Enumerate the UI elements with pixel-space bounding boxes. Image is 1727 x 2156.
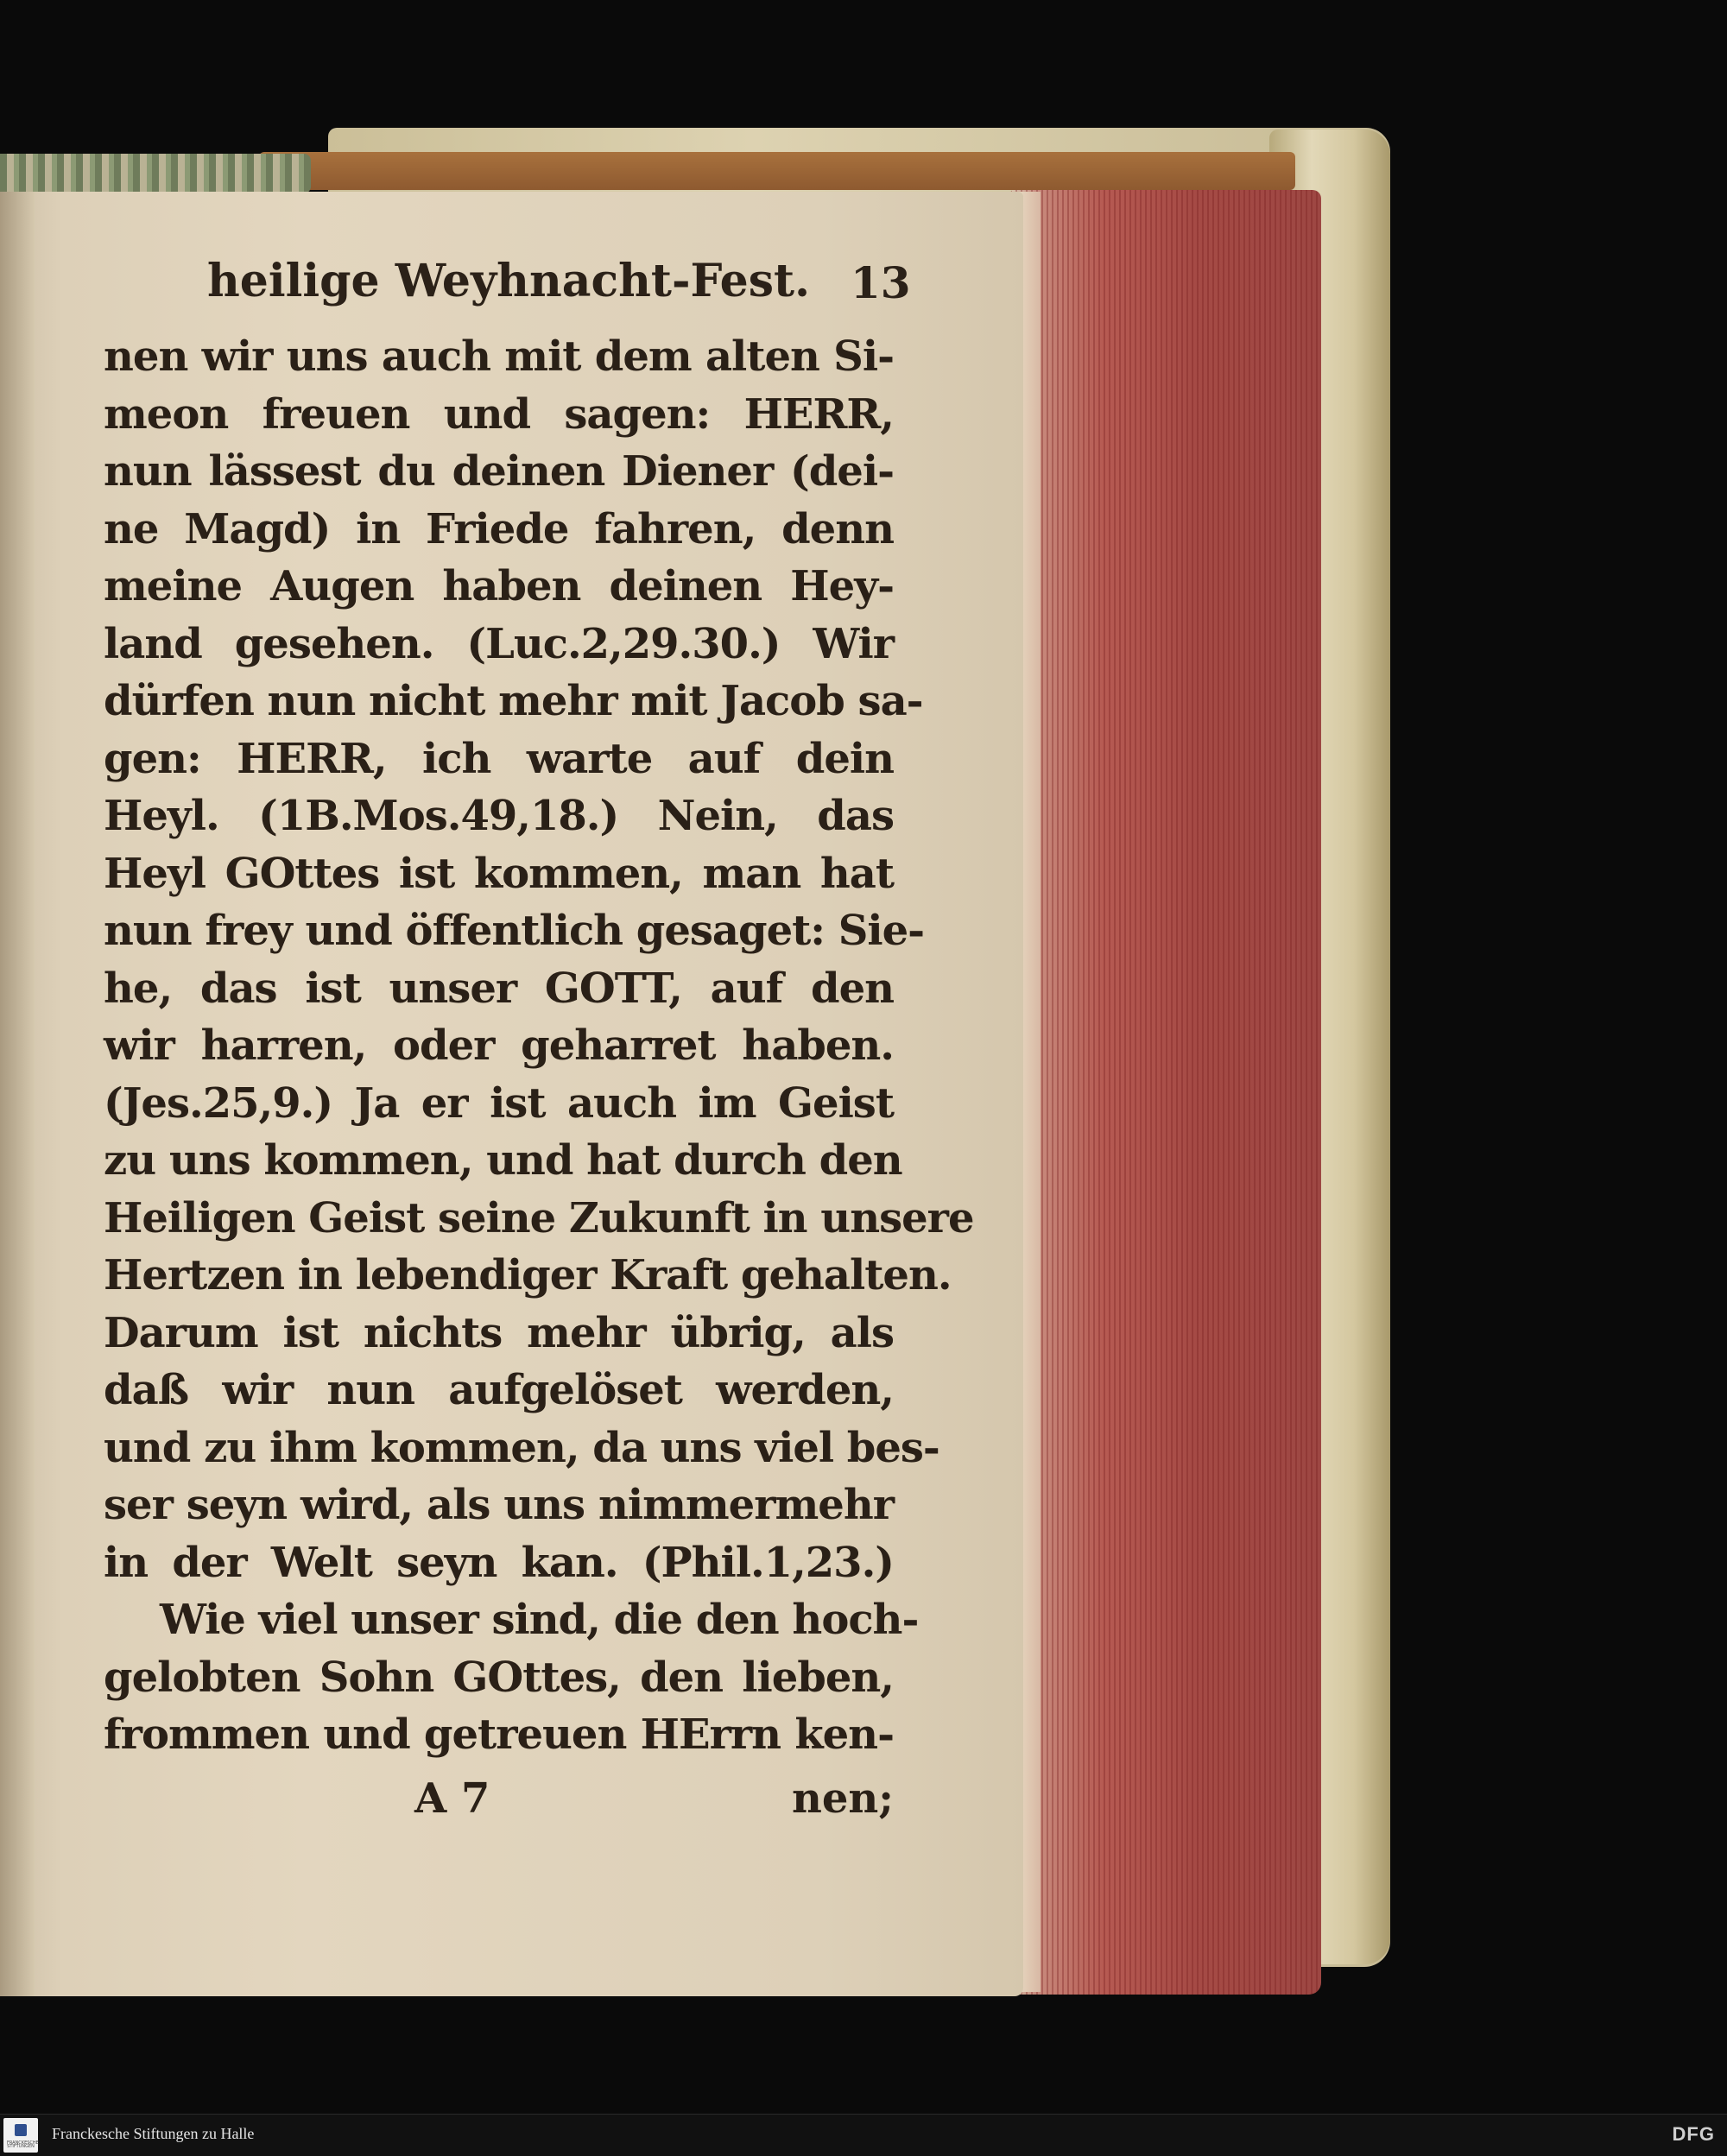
- text-line: dürfen nun nicht mehr mit Jacob sa-: [104, 677, 923, 725]
- text-line: nen wir uns auch mit dem alten Si-: [104, 332, 894, 381]
- page-foot: [104, 1774, 894, 1835]
- viewer-footer: [0, 2114, 1727, 2156]
- dfg-logo[interactable]: DFG: [1672, 2123, 1715, 2145]
- catchword: nen;: [791, 1774, 894, 1823]
- text-line: Heyl. (1B.Mos.49,18.) Nein, das: [104, 792, 894, 840]
- text-line: daß wir nun aufgelöset werden,: [104, 1366, 894, 1414]
- text-line: wir harren, oder geharret haben.: [104, 1021, 894, 1070]
- headband: [0, 154, 311, 193]
- book-top-edge: [259, 152, 1295, 190]
- text-line: ser seyn wird, als uns nimmermehr: [104, 1481, 894, 1529]
- text-line: (Jes.25,9.) Ja er ist auch im Geist: [104, 1078, 894, 1128]
- text-line: meine Augen haben deinen Hey-: [104, 562, 894, 610]
- text-line: he, das ist unser GOTT, auf den: [104, 964, 894, 1013]
- running-head: heilige Weyhnacht-Fest.: [207, 255, 811, 307]
- text-line: nun lässest du deinen Diener (dei-: [104, 447, 894, 496]
- page-gutter: [0, 192, 35, 1996]
- institution-logo[interactable]: [3, 2118, 38, 2153]
- red-page-edges: [1010, 190, 1321, 1995]
- signature-mark: A 7: [414, 1774, 490, 1823]
- institution-name[interactable]: Franckesche Stiftungen zu Halle: [52, 2125, 255, 2142]
- text-line: und zu ihm kommen, da uns viel bes-: [104, 1423, 939, 1472]
- text-line: in der Welt seyn kan. (Phil.1,23.): [104, 1538, 894, 1587]
- logo-caption: FRANCKESCHE STIFTUNGEN: [7, 2140, 39, 2149]
- text-line: ne Magd) in Friede fahren, denn: [104, 504, 894, 553]
- text-line: nun frey und öffentlich gesaget: Sie-: [104, 907, 925, 955]
- text-line: gelobten Sohn GOttes, den lieben,: [104, 1653, 894, 1702]
- page-number: 13: [851, 257, 911, 308]
- text-line: meon freuen und sagen: HERR,: [104, 389, 894, 439]
- text-line: frommen und getreuen HErrn ken-: [104, 1710, 894, 1759]
- text-line: Hertzen in lebendiger Kraft gehalten.: [104, 1251, 952, 1299]
- text-line: Heiligen Geist seine Zukunft in unsere: [104, 1193, 974, 1242]
- text-line: gen: HERR, ich warte auf dein: [104, 734, 894, 783]
- text-line: Darum ist nichts mehr übrig, als: [104, 1308, 894, 1357]
- text-line: land gesehen. (Luc.2,29.30.) Wir: [104, 619, 894, 668]
- text-line: Wie viel unser sind, die den hoch-: [160, 1596, 919, 1644]
- text-line: zu uns kommen, und hat durch den: [104, 1136, 902, 1185]
- text-block: [104, 328, 974, 1764]
- text-line: Heyl GOttes ist kommen, man hat: [104, 849, 894, 898]
- building-icon: [15, 2124, 27, 2136]
